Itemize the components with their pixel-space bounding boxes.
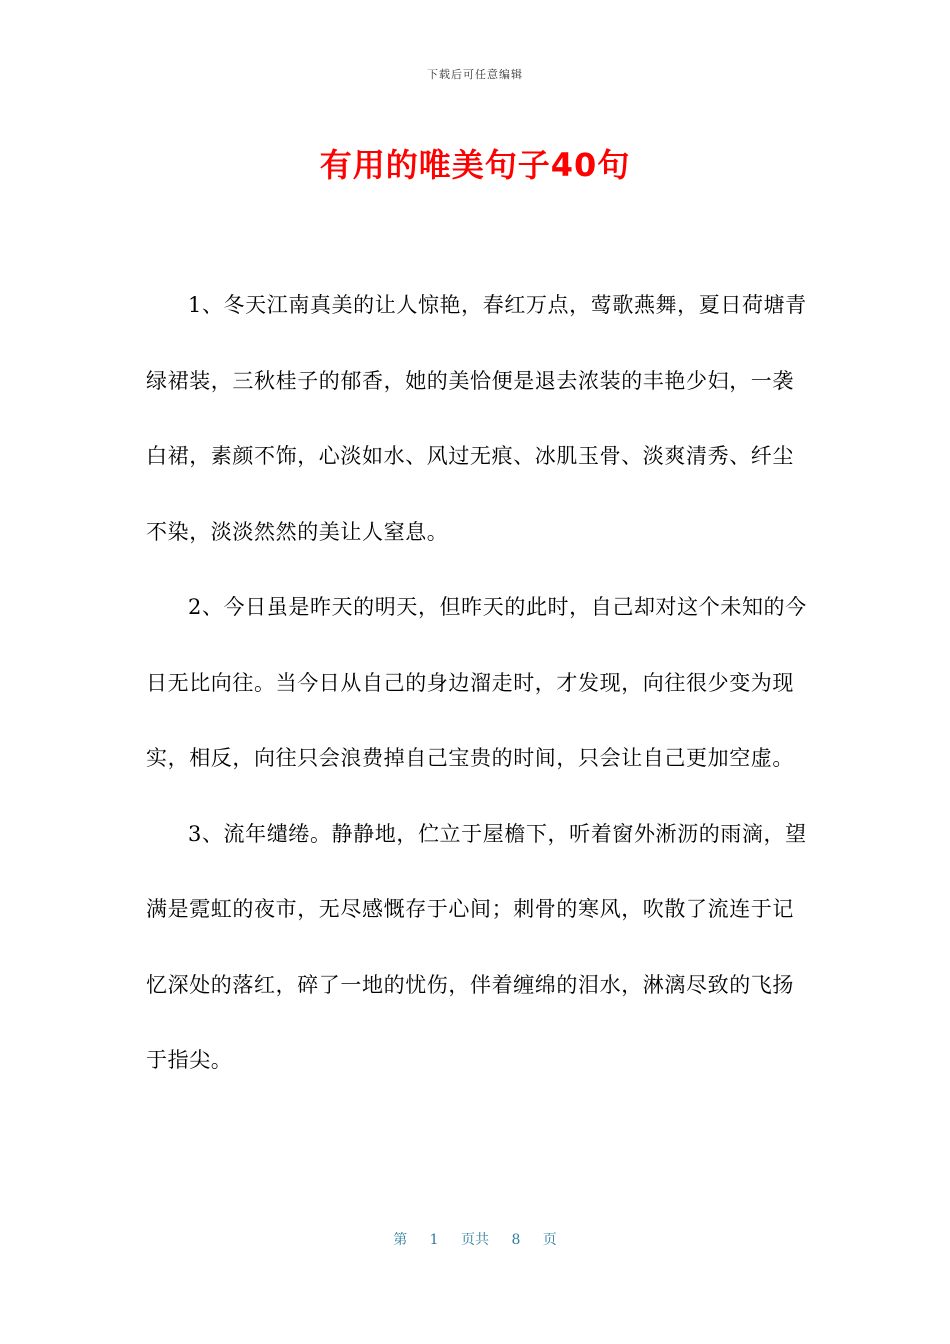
paragraph-3: 3、流年缱绻。静静地，伫立于屋檐下，听着窗外淅沥的雨滴，望满是霓虹的夜市，无尽感慨存于心间；刺骨的寒风，吹散了流连于记忆深处的落红，碎了一地的忧伤，伴着缠绵的泪水，淋漓尽致的飞扬于指尖。: [146, 821, 807, 1072]
paragraph-1: 1、冬天江南真美的让人惊艳，春红万点，莺歌燕舞，夏日荷塘青绿裙装，三秋桂子的郁香，她的美恰便是退去浓装的丰艳少妇，一袭白裙，素颜不饰，心淡如水、风过无痕、冰肌玉骨、淡爽清秀、纤尘不染，淡淡然然的美让人窒息。: [146, 293, 807, 544]
header-note: 下载后可任意编辑: [427, 68, 523, 81]
page-footer: 第 1 页共 8 页: [393, 1232, 557, 1248]
document-body: [146, 268, 808, 1099]
paragraph-2: 2、今日虽是昨天的明天，但昨天的此时，自己却对这个未知的今日无比向往。当今日从自己的身边溜走时，才发现，向往很少变为现实，相反，向往只会浪费掉自己宝贵的时间，只会让自己更加空虚。: [146, 595, 807, 770]
document-title: 有用的唯美句子40句: [319, 146, 631, 184]
